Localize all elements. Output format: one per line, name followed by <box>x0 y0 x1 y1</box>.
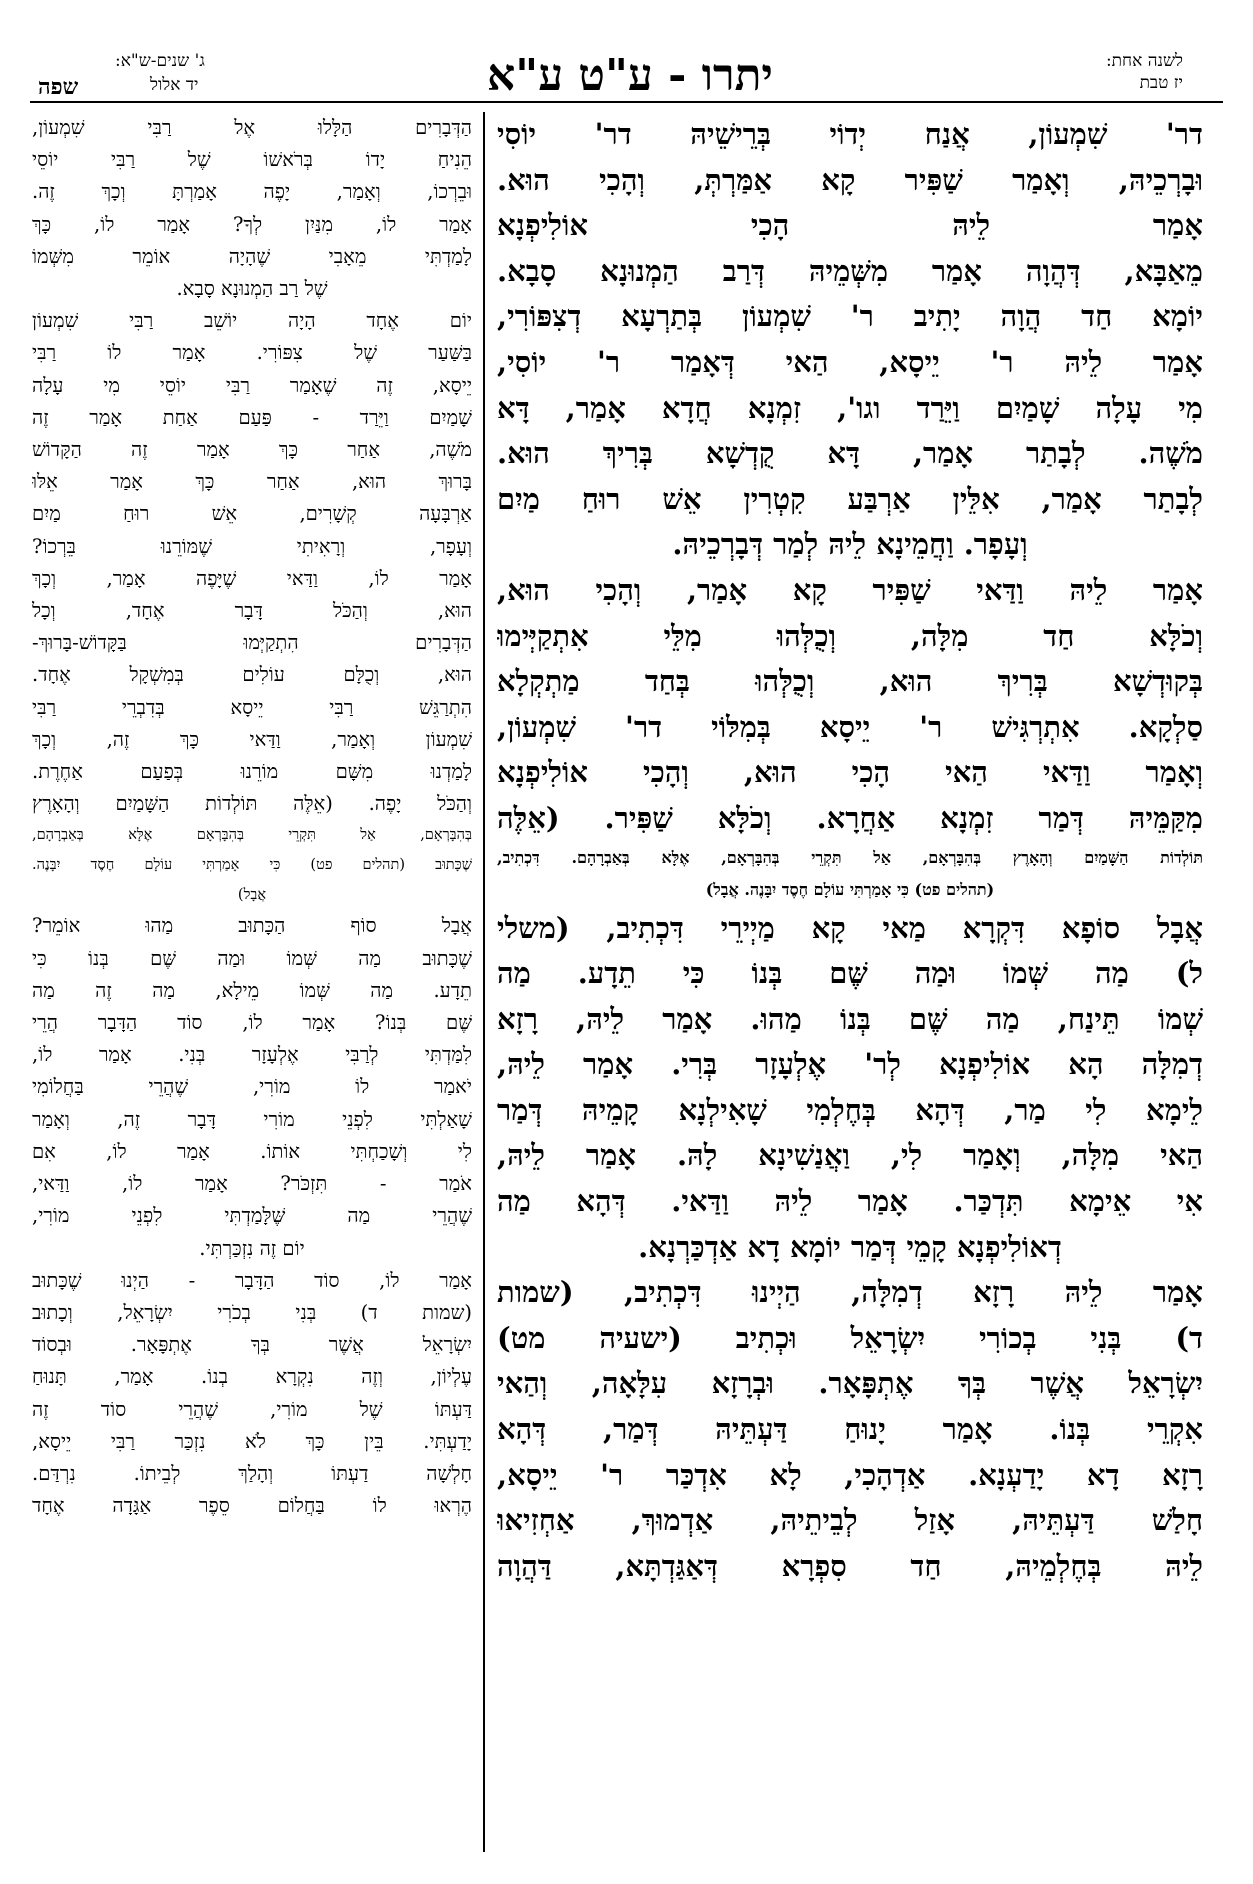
translation-line: תֵדָע. מַה שְּׁמוֹ מֵילָא, מַה זֶה מַה <box>32 978 472 1002</box>
translation-line: אָמַר לוֹ, וַדַּאי שֶׁיָּפֶה אָמַר, וְכָךְ <box>32 566 472 590</box>
translation-line: שָׁאַלְתִּי לִפְנֵי מוֹרִי דָּבָר זֶה, וְאָמַר <box>32 1107 472 1131</box>
translation-line: לִי וְשָׁכַחְתִּי אוֹתוֹ. אָמַר לוֹ, אִם <box>32 1139 472 1163</box>
translation-line: שֶׁל רַב הַמְנוּנָא סָבָא. <box>176 277 328 301</box>
main-line: אָמַר לֵיהּ וַדַּאי שַׁפִּיר קָא אָמַר, וְהָכִי הוּא, <box>497 572 1203 607</box>
header-date-three-year: יד אלול <box>150 75 199 95</box>
main-line: מִקַּמֵּיהּ דְּמַר זִמְנָא אַחֲרָא. וְכֹלָּא שַׁפִּיר. (אֵלֶּה <box>497 800 1203 835</box>
main-line: לְבָתַר אָמַר, אִלֵּין אַרְבַּע קִטְרִין אֵשׁ רוּחַ מַיִם <box>497 481 1203 516</box>
translation-line: שֶׁהֲרֵי מַה שֶּׁלָּמַדְתִּי לִפְנֵי מוֹרִי, <box>32 1204 472 1228</box>
column-separator <box>483 112 485 1852</box>
translation-line-note: שֶׁכָּתוּב (תהלים פט) כִּי אָמַרְתִּי עוֹלָם חֶסֶד יִבָּנֶה. <box>32 857 472 874</box>
translation-line-note: אֲבָל) <box>237 887 267 904</box>
translation-line: בַּשַּׁעַר שֶׁל צִפּוֹרִי. אָמַר לוֹ רַבִּי <box>32 341 472 365</box>
main-line: בְּקוּדְשָׁא בְּרִיךְ הוּא, וְכֻלְּהוּ בְּחַד מַתְקְלָא <box>497 664 1203 699</box>
main-line: ד) בְּנִי בְכוֹרִי יִשְׂרָאֵל וּכְתִיב (ישעיה מט) <box>497 1320 1203 1355</box>
translation-line: הוּא, וְכֻלָּם עוֹלִים בְּמִשְׁקָל אֶחָד. <box>32 663 472 687</box>
main-line-note: תּוֹלְדוֹת הַשָּׁמַיִם וְהָאָרֶץ בְּהִבָּרְאָם, אַל תִּקְרֵי בְּהִבָּרְאָם, אֶלָּא בְּאַבְרָהָם. דִּכְתִיב, <box>497 847 1203 867</box>
main-line: דְמִלָּה הָא אוֹלִיפְנָא לְר' אֶלְעָזָר בְּרִי. אָמַר לֵיהּ, <box>497 1047 1203 1082</box>
translation-line: אֲבָל סוֹף הַכָּתוּב מַהוּ אוֹמֵר? <box>32 914 472 938</box>
translation-line: יֹאמַר לוֹ מוֹרִי, שֶׁהֲרֵי בַּחֲלוֹמִי <box>32 1075 472 1099</box>
main-line-note: (תהלים פט) כִּי אָמַרְתִּי עוֹלָם חֶסֶד יִבָּנֶה. אֲבָל) <box>705 879 995 899</box>
translation-line: שֶּׁם בְּנוֹ? אָמַר לוֹ, סוֹד הַדָּבָר הֲרֵי <box>32 1011 472 1035</box>
page-header <box>0 0 1253 100</box>
main-line: וְכֹלָּא חַד מִלָּה, וְכֻלְּהוּ מִלֵּי אִתְקַיְּימוּ <box>497 618 1203 653</box>
main-text-column <box>497 112 1203 1852</box>
translation-line: (שמות ד) בְּנִי בְכֹרִי יִשְׂרָאֵל, וְכָתוּב <box>32 1300 472 1324</box>
translation-line: הֶרְאוּ לוֹ בַּחֲלוֹם סֵפֶר אַגָּדָה אֶחָד <box>32 1494 472 1518</box>
translation-line: שֶׁכָּתוּב מַה שְּׁמוֹ וּמַה שֶּׁם בְּנוֹ כִּי <box>32 946 472 970</box>
page-folio-number: שפה <box>38 74 79 100</box>
main-line: אָמַר לֵיהּ הָכִי אוֹלִיפְנָא <box>497 208 1203 243</box>
translation-line: וְעָפָר, וְרָאִיתִי שֶׁמּוֹרֵנוּ בֵּרְכוֹ? <box>32 534 472 558</box>
translation-line: אַרְבָּעָה קְשָׁרִים, אֵשׁ רוּחַ מַיִם <box>32 502 472 526</box>
header-rule <box>30 101 1223 103</box>
main-line: יוֹמָא חַד הֲוָה יָתִיב ר' שִׁמְעוֹן בְּתַרְעָא דְצִפּוֹרִי, <box>497 299 1203 334</box>
translation-line: יֵיסָא, זֶה שֶׁאָמַר רַבִּי יוֹסֵי מִי עָלָה <box>32 373 472 397</box>
main-line: דְאוֹלִיפְנָא קָמֵי דְּמַר יוֹמָא דָא אַדְכַּרְנָא. <box>638 1229 1062 1264</box>
main-line: אִי אֵימָא תִּדְכַּר. אָמַר לֵיהּ וַדַּאי. דְּהָא מַה <box>497 1184 1203 1219</box>
main-line: אִקְרֵי בְּנוֹ. אָמַר יָנוּחַ דַּעְתֵּיהּ דְּמַר, דְּהָא <box>497 1412 1203 1447</box>
translation-line: עֶלְיוֹן, וְזֶה נִקְרָא בְנוֹ. אָמַר, תָּנוּחַ <box>32 1365 472 1389</box>
main-line: ל) מַה שְּׁמוֹ וּמַה שֶּׁם בְּנוֹ כִּי תֵדָע. מַה <box>497 956 1203 991</box>
main-line: לֵימָא לִי מַר, דְּהָא בְּחֶלְמִי שָׁאִילְנָא קָמֵיהּ דְּמַר <box>497 1092 1203 1127</box>
translation-line: הַדְּבָרִים הִתְקַיְּמוּ בַּקָּדוֹשׁ-בָּרוּךְ- <box>32 631 472 655</box>
header-schedule-one-year: לשנה אחת: <box>1105 51 1183 71</box>
translation-line: לָמַדְתִּי מֵאָבִי שֶׁהָיָה אוֹמֵר מִשְּׁמוֹ <box>32 244 472 268</box>
main-line: וּבָרְכֵיהּ, וְאָמַר שַׁפִּיר קָא אַמַּרְתְּ, וְהָכִי הוּא. <box>497 162 1203 197</box>
main-line: מֹשֶׁה. לְבָתַר אָמַר, דָּא קֻדְשָׁא בְּרִיךְ הוּא. <box>497 436 1203 471</box>
main-line: סַלְקָא. אִתְרְגִּישׁ ר' יֵיסָא בְּמִלּוֹי דר' שִׁמְעוֹן, <box>497 709 1203 744</box>
header-schedule-three-year: ג' שנים-ש"א: <box>115 51 205 71</box>
main-line: מִי עָלָה שָׁמַיִם וַיֵּרַד וגו', זִמְנָא חֲדָא אָמַר, דָּא <box>497 390 1203 425</box>
translation-line: שָׁמַיִם וַיֵּרַד - פַּעַם אַחַת אָמַר זֶה <box>32 405 472 429</box>
main-line: אָמַר לֵיהּ ר' יֵיסָא, הַאי דְּאָמַר ר' יוֹסִי, <box>497 344 1203 379</box>
main-line: יִשְׂרָאֵל אֲשֶׁר בְּךָ אֶתְפָּאָר. וּבְרָזָא עִלָּאָה, וְהַאי <box>497 1366 1203 1401</box>
main-line: מֵאַבָּא, דְּהֲוָה אָמַר מִשְּׁמֵיהּ דְּרַב הַמְנוּנָא סָבָא. <box>497 253 1203 288</box>
page-title: יתרו - ע"ט ע"א <box>487 50 773 101</box>
translation-line: יָדַעְתִּי. בֵּין כָּךְ לֹא נִזְכַּר רַבִּי יֵיסָא, <box>32 1429 472 1453</box>
main-line: וְעָפָר. וַחֲמֵינָא לֵיהּ לְמַר דְּבָרְכֵיהּ. <box>672 527 1028 562</box>
main-line: אָמַר לֵיהּ רָזָא דְמִלָּה, הַיְינוּ דִּכְתִיב, (שמות <box>497 1275 1203 1310</box>
translation-line: מֹשֶׁה, אַחַר כָּךְ אָמַר זֶה הַקָּדוֹשׁ <box>32 438 472 462</box>
translation-line: שִׁמְעוֹן וְאָמַר, וַדַּאי כָּךְ זֶה, וְכָךְ <box>32 727 472 751</box>
translation-line: הַדְּבָרִים הַלָּלוּ אֶל רַבִּי שִׁמְעוֹן, <box>32 116 472 139</box>
main-line: לֵיהּ בְּחֶלְמֵיהּ, חַד סִפְרָא דְּאַגַּדְתָּא, דַּהֲוָה <box>497 1548 1203 1583</box>
translation-line: אָמַר לוֹ, סוֹד הַדָּבָר - הַיְנוּ שֶׁכָּתוּב <box>32 1268 472 1292</box>
translation-line: לִמַּדְתִּי לְרַבִּי אֶלְעָזָר בְּנִי. אָמַר לוֹ, <box>32 1043 472 1067</box>
translation-line-note: בְּהִבָּרְאָם, אַל תִּקְרֵי בְּהִבָּרְאָם אֶלָּא בְּאַבְרָהָם, <box>32 827 472 844</box>
translation-line: חָלְשָׁה דַעְתּוֹ וְהָלַךְ לְבֵיתוֹ. נִרְדַּם. <box>32 1461 472 1485</box>
main-line: רָזָא דָא יָדַעְנָא. אַדְהָכִי, לָא אִדְכַּר ר' יֵיסָא, <box>497 1457 1203 1492</box>
translation-line: וּבֵרְכוֹ, וְאָמַר, יָפֶה אָמַרְתָּ וְכָךְ זֶה. <box>32 180 472 204</box>
main-line: אֲבָל סוֹפָא דִּקְרָא מַאי קָא מַיְירֵי דִּכְתִיב, (משלי <box>497 910 1203 945</box>
main-line: שְׁמוֹ תֵּינַח, מַה שֶּׁם בְּנוֹ מַהוּ. אָמַר לֵיהּ, רָזָא <box>497 1001 1203 1036</box>
main-line: הַאי מִלָּה, וְאָמַר לִי, וַאֲנַשִׁינָא לָהּ. אָמַר לֵיהּ, <box>497 1138 1203 1173</box>
main-line: חָלַשׁ דַּעְתֵּיהּ, אָזַל לְבֵיתֵיהּ, אַדְמוּךְ, אַחְזִיאוּ <box>497 1503 1203 1538</box>
translation-column <box>32 112 472 1852</box>
main-line: וְאָמַר וַדַּאי הַאי הָכִי הוּא, וְהָכִי אוֹלִיפְנָא <box>497 755 1203 790</box>
translation-line: הִתְרַגֵּשׁ רַבִּי יֵיסָא בְּדִבְרֵי רַבִּי <box>32 695 472 719</box>
translation-line: יוֹם אֶחָד הָיָה יוֹשֵׁב רַבִּי שִׁמְעוֹן <box>32 309 472 333</box>
translation-line: לָמַדְנוּ מִשָּׁם מוֹרֵנוּ בְּפַעַם אַחֶרֶת. <box>32 760 472 784</box>
translation-line: הוּא, וְהַכֹּל דָּבָר אֶחָד, וְכָל <box>32 599 472 623</box>
translation-line: יוֹם זֶה נִזְכַּרְתִּי. <box>199 1236 305 1260</box>
translation-line: בָּרוּךְ הוּא, אַחַר כָּךְ אָמַר אֵלּוּ <box>32 470 472 494</box>
translation-line: יִשְׂרָאֵל אֲשֶׁר בְּךָ אֶתְפָּאָר. וּבְסוֹד <box>32 1333 472 1357</box>
header-date-one-year: יז טבת <box>1139 73 1183 93</box>
translation-line: וְהַכֹּל יָפֶה. (אֵלֶּה תּוֹלְדוֹת הַשָּׁמַיִם וְהָאָרֶץ <box>32 792 472 816</box>
translation-line: דַּעְתּוֹ שֶׁל מוֹרִי, שֶׁהֲרֵי סוֹד זֶה <box>32 1397 472 1421</box>
translation-line: הֵנִיחַ יָדוֹ בְּרֹאשׁוֹ שֶׁל רַבִּי יוֹסֵי <box>32 148 472 172</box>
translation-line: אֹמַר - תִּזְכֹּר? אָמַר לוֹ, וַדַּאי, <box>32 1172 472 1196</box>
main-line: דר' שִׁמְעוֹן, אֲנַח יְדוֹי בְּרֵישֵׁיהּ דר' יוֹסִי <box>497 117 1203 151</box>
translation-line: אָמַר לוֹ, מִנַּיִן לְךָ? אָמַר לוֹ, כָּךְ <box>32 212 472 236</box>
